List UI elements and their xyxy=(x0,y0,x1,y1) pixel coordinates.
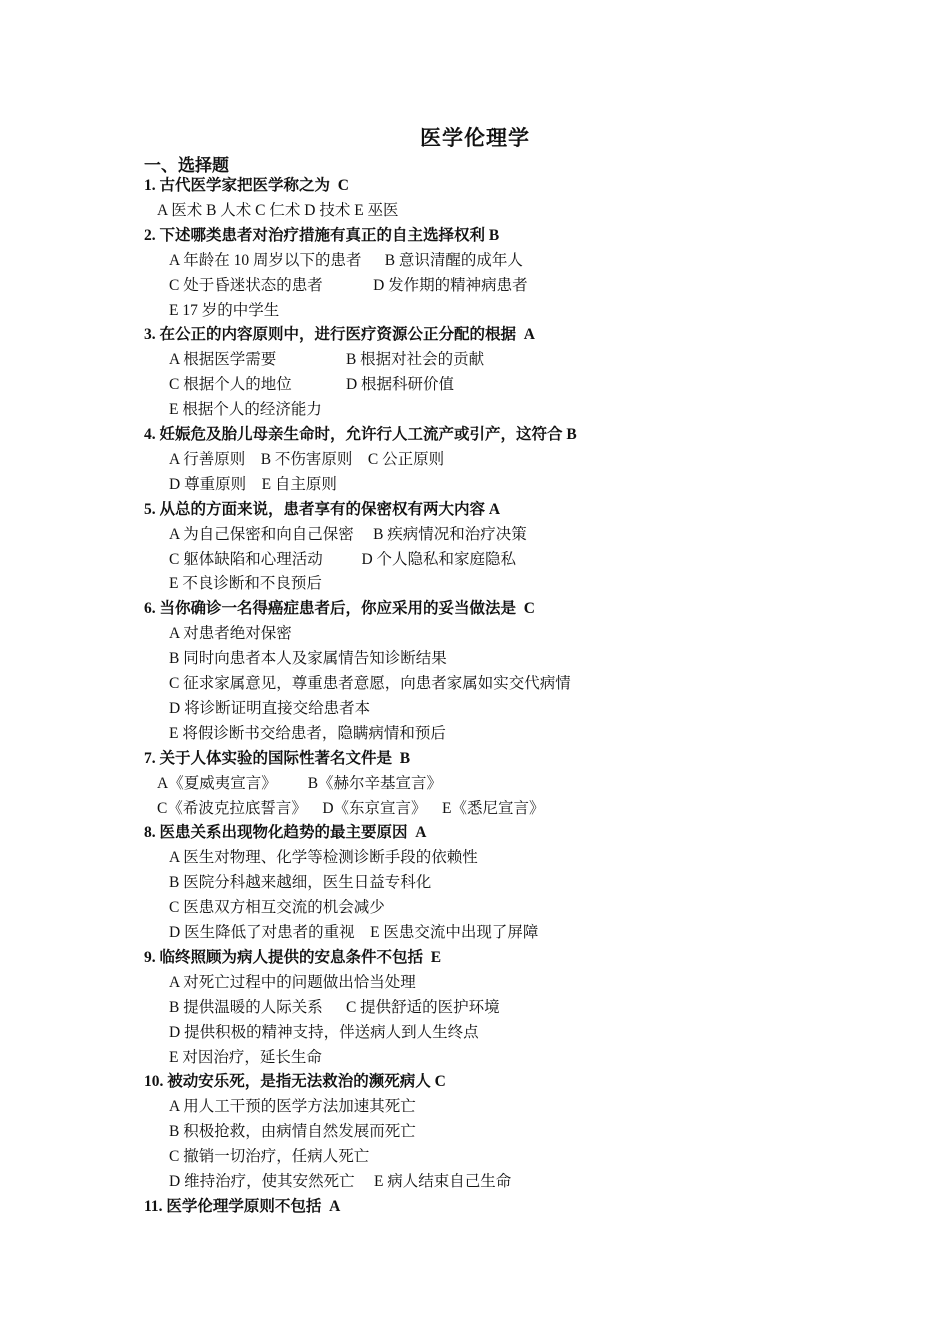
question-stem: 11. 医学伦理学原则不包括 A xyxy=(144,1197,341,1215)
answer-options: E 对因治疗，延长生命 xyxy=(169,1048,322,1066)
answer-options: C 躯体缺陷和心理活动 D 个人隐私和家庭隐私 xyxy=(169,550,517,568)
answer-options: A《夏威夷宣言》 B《赫尔辛基宣言》 xyxy=(157,774,443,792)
question-stem: 7. 关于人体实验的国际性著名文件是 B xyxy=(144,749,411,767)
question-stem: 2. 下述哪类患者对治疗措施有真正的自主选择权利 B xyxy=(144,226,500,244)
answer-options: E 不良诊断和不良预后 xyxy=(169,575,322,593)
question-stem: 6. 当你确诊一名得癌症患者后，你应采用的妥当做法是 C xyxy=(144,600,535,618)
answer-options: C《希波克拉底誓言》 D《东京宣言》 E《悉尼宣言》 xyxy=(157,799,545,817)
answer-options: C 医患双方相互交流的机会减少 xyxy=(169,899,385,917)
answer-options: B 同时向患者本人及家属情告知诊断结果 xyxy=(169,650,447,668)
section-heading: 一、选择题 xyxy=(144,156,229,175)
question-stem: 1. 古代医学家把医学称之为 C xyxy=(144,177,349,194)
answer-options: E 将假诊断书交给患者，隐瞒病情和预后 xyxy=(169,724,446,742)
question-stem: 3. 在公正的内容原则中，进行医疗资源公正分配的根据 A xyxy=(144,326,535,344)
answer-options: B 提供温暖的人际关系 C 提供舒适的医护环境 xyxy=(169,998,500,1016)
answer-options: A 医术 B 人术 C 仁术 D 技术 E 巫医 xyxy=(157,201,399,219)
answer-options: B 医院分科越来越细，医生日益专科化 xyxy=(169,874,432,892)
question-stem: 4. 妊娠危及胎儿母亲生命时，允许行人工流产或引产，这符合 B xyxy=(144,426,577,443)
answer-options: A 用人工干预的医学方法加速其死亡 xyxy=(169,1098,416,1116)
question-stem: 5. 从总的方面来说，患者享有的保密权有两大内容 A xyxy=(144,500,501,518)
answer-options: A 对死亡过程中的问题做出恰当处理 xyxy=(169,973,416,991)
answer-options: D 维持治疗，使其安然死亡 E 病人结束自己生命 xyxy=(169,1173,512,1190)
answer-options: A 行善原则 B 不伤害原则 C 公正原则 xyxy=(169,450,445,468)
answer-options: B 积极抢救，由病情自然发展而死亡 xyxy=(169,1123,416,1141)
answer-options: C 处于昏迷状态的患者 D 发作期的精神病患者 xyxy=(169,276,528,294)
answer-options: A 医生对物理、化学等检测诊断手段的依赖性 xyxy=(169,849,478,867)
answer-options: C 撤销一切治疗，任病人死亡 xyxy=(169,1148,370,1166)
answer-options: D 尊重原则 E 自主原则 xyxy=(169,475,337,493)
answer-options: A 根据医学需要 B 根据对社会的贡献 xyxy=(169,351,485,369)
answer-options: A 为自己保密和向自己保密 B 疾病情况和治疗决策 xyxy=(169,525,527,543)
question-stem: 10. 被动安乐死，是指无法救治的濒死病人 C xyxy=(144,1073,446,1091)
answer-options: C 征求家属意见，尊重患者意愿，向患者家属如实交代病情 xyxy=(169,675,571,692)
answer-options: D 提供积极的精神支持，伴送病人到人生终点 xyxy=(169,1023,479,1041)
answer-options: E 根据个人的经济能力 xyxy=(169,401,322,419)
answer-options: A 对患者绝对保密 xyxy=(169,625,292,643)
answer-options: D 将诊断证明直接交给患者本 xyxy=(169,699,371,717)
question-stem: 8. 医患关系出现物化趋势的最主要原因 A xyxy=(144,824,427,842)
answer-options: C 根据个人的地位 D 根据科研价值 xyxy=(169,376,455,394)
answer-options: D 医生降低了对患者的重视 E 医患交流中出现了屏障 xyxy=(169,924,539,941)
page-title: 医学伦理学 xyxy=(420,126,530,150)
question-stem: 9. 临终照顾为病人提供的安息条件不包括 E xyxy=(144,948,442,966)
answer-options: E 17 岁的中学生 xyxy=(169,301,280,319)
answer-options: A 年龄在 10 周岁以下的患者 B 意识清醒的成年人 xyxy=(169,251,523,269)
